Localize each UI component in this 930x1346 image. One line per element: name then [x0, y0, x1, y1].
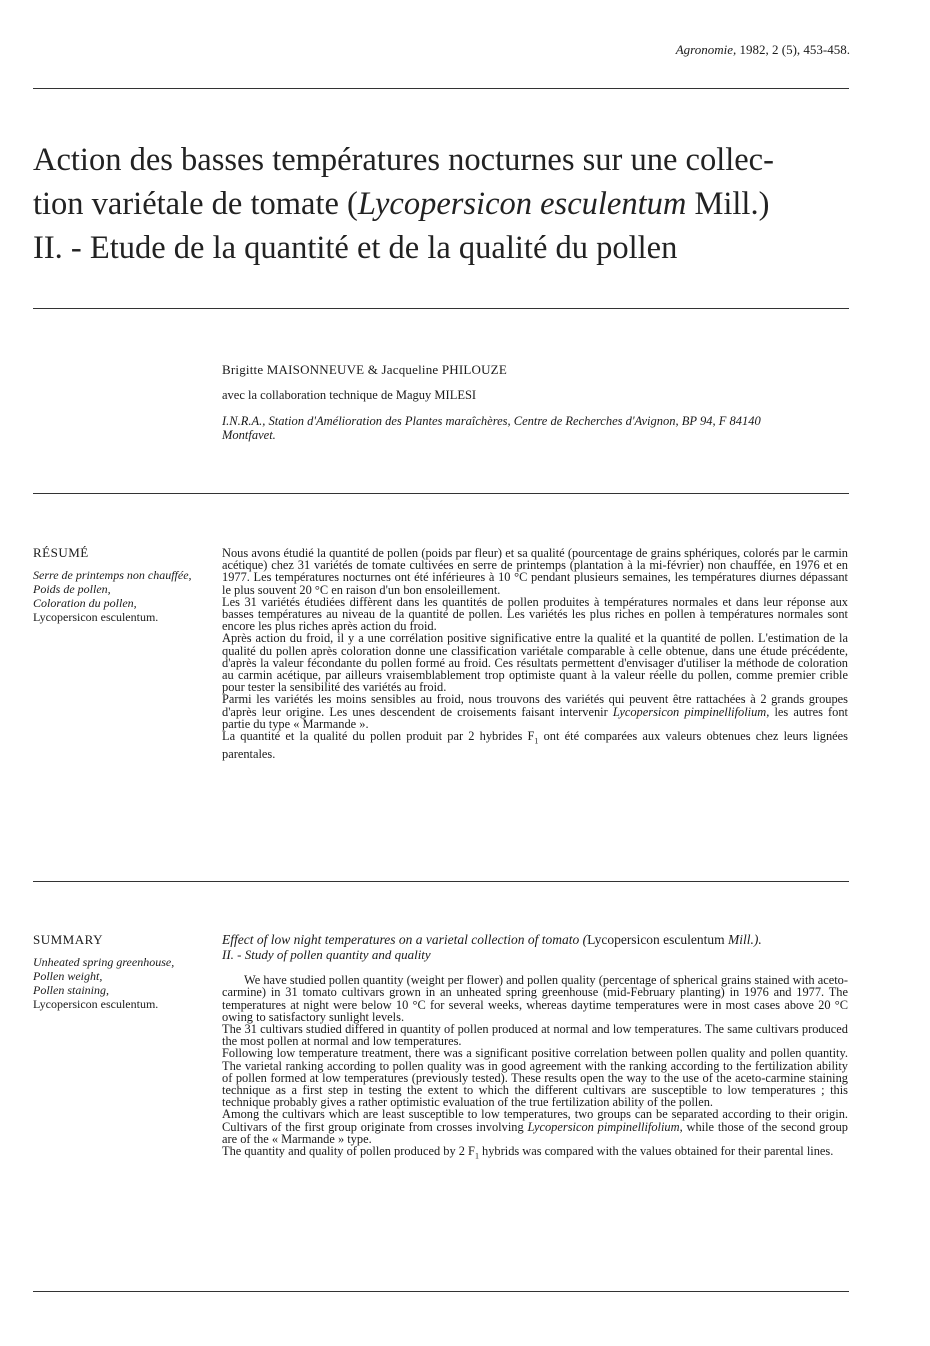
species-name: Lycopersicon esculentum — [587, 932, 725, 947]
resume-paragraph: La quantité et la qualité du pollen produit par 2 hybrides $F_1$ ont été comparées aux valeurs obtenues chez leurs lignées parentales. — [222, 729, 848, 761]
summary-paragraph: The 31 cultivars studied differed in quantity of pollen produced at normal and low temperatures. The same cultivars produced the most pollen at normal and low temperatures. — [222, 1022, 848, 1049]
resume-keyword: Coloration du pollen, — [33, 596, 137, 610]
article-title — [33, 138, 873, 270]
authors: Brigitte MAISONNEUVE & Jacqueline PHILOUZE — [222, 362, 507, 377]
summary-keyword: Pollen weight, — [33, 969, 103, 983]
title-species: Lycopersicon esculentum — [357, 186, 687, 222]
affiliation: I.N.R.A., Station d'Amélioration des Plantes maraîchères, Centre de Recherches d'Avignon, BP 94, F 84140 Montfavet. — [222, 414, 761, 442]
summary-keyword: Pollen staining, — [33, 983, 109, 997]
resume-keyword-species: Lycopersicon esculentum. — [33, 610, 159, 624]
summary-text — [222, 932, 848, 1163]
resume-rule — [33, 881, 849, 882]
summary-keyword-species: Lycopersicon esculentum. — [33, 997, 159, 1011]
resume-keyword: Poids de pollen, — [33, 582, 111, 596]
summary-paragraph: We have studied pollen quantity (weight per flower) and pollen quality (percentage of spherical grains stained with aceto-carmine) in 31 tomato cultivars grown in an unheated spring greenhouse (mid-February planting) in 1976 and 1977. The temperatures at night were below 10 °C for several weeks, whereas daytime temperatures were in most cases above 20 °C owing to satisfactory sunlight levels. — [222, 973, 848, 1024]
english-title: Effect of low night temperatures on a varietal collection of tomato (Lycopersicon esculentum Mill.). — [222, 932, 762, 947]
summary-keywords — [33, 955, 203, 1011]
summary-keyword: Unheated spring greenhouse, — [33, 955, 175, 969]
title-line-1: Action des basses températures nocturnes sur une collec- — [33, 142, 774, 178]
species-name: Lycopersicon pimpinellifolium, — [612, 704, 770, 719]
resume-keyword: Serre de printemps non chauffée, — [33, 568, 192, 582]
resume-paragraph: Après action du froid, il y a une corrélation positive significative entre la qualité et la quantité de pollen. L'estimation de la qualité du pollen après coloration donne une classification variétale comparable à celle obtenue, dans une étude précédente, d'après la valeur fécondante du pollen formé au froid. Ces résultats permettent d'envisager d'utiliser la méthode de coloration au carmin acétique, par ailleurs vraisemblablement trop optimiste quant à la valeur réelle du pollen, comme premier crible pour tester la sensibilité des variétés au froid. — [222, 631, 848, 695]
footer-rule — [33, 1291, 849, 1292]
title-line-2: tion variétale de tomate (Lycopersicon esculentum Mill.) — [33, 186, 770, 222]
resume-paragraph: Nous avons étudié la quantité de pollen (poids par fleur) et sa qualité (pourcentage de grains sphériques, colorés par le carmin acétique) chez 31 variétés de tomate cultivées en serre de printemps (plantation à la mi-février) non chauffée, en 1976 et en 1977. Les températures nocturnes ont été inférieures à 10 °C pendant plusieurs semaines, les températures diurnes dépassant le plus souvent 20 °C en raison d'un bon ensoleillement. — [222, 546, 848, 597]
authors-rule — [33, 493, 849, 494]
summary-paragraph: Among the cultivars which are least susceptible to low temperatures, two groups can be separated according to their origin. Cultivars of the first group originate from crosses involving Lycopersicon pimpinellifolium, while those of the second group are of the « Marmande » type. — [222, 1107, 849, 1146]
resume-paragraph: Les 31 variétés étudiées diffèrent dans les quantités de pollen produites à températures normales et dans leur réponse aux basses températures au niveau de la quantité de pollen. Les variétés les plus riches en pollen à températures normales sont encore les plus riches après action du froid. — [222, 594, 848, 634]
resume-paragraph: Parmi les variétés les moins sensibles au froid, nous trouvons des variétés qui peuvent être rattachées à 2 grands groupes d'après leur origine. Les unes descendent de croisements faisant intervenir Lycopersicon pimpinellifolium, les autres font partie du type « Marmande ». — [222, 692, 848, 731]
journal-citation — [676, 42, 850, 58]
summary-paragraph: The quantity and quality of pollen produced by 2 $F_1$ hybrids was compared with the values obtained for their parental lines. — [222, 1144, 834, 1161]
technical-collaboration: avec la collaboration technique de Maguy MILESI — [222, 388, 477, 402]
journal-name: Agronomie, — [675, 42, 737, 57]
english-subtitle: II. - Study of pollen quantity and quality — [222, 947, 431, 962]
resume-heading: RÉSUMÉ — [33, 545, 89, 560]
species-name: Lycopersicon pimpinellifolium, — [527, 1119, 683, 1134]
summary-paragraph: Following low temperature treatment, there was a significant positive correlation between pollen quality and pollen quantity. The varietal ranking according to pollen quality was in good agreement with the ranking according to the fertilization ability of pollen formed at low temperatures (previously tested). These results open the way to the use of the aceto-carmine staining technique as a first step in testing the extent to which the different cultivars are susceptible to low temperatures ; this technique probably gives a rather optimistic evaluation of the true fertilization ability of the pollen. — [222, 1046, 848, 1110]
title-rule — [33, 308, 849, 309]
resume-text — [222, 547, 848, 760]
journal-details: 1982, 2 (5), 453-458. — [739, 42, 850, 57]
header-rule — [33, 88, 849, 89]
summary-heading: SUMMARY — [33, 932, 103, 947]
title-line-3: II. - Etude de la quantité et de la qualité du pollen — [33, 230, 678, 266]
resume-keywords — [33, 568, 203, 624]
